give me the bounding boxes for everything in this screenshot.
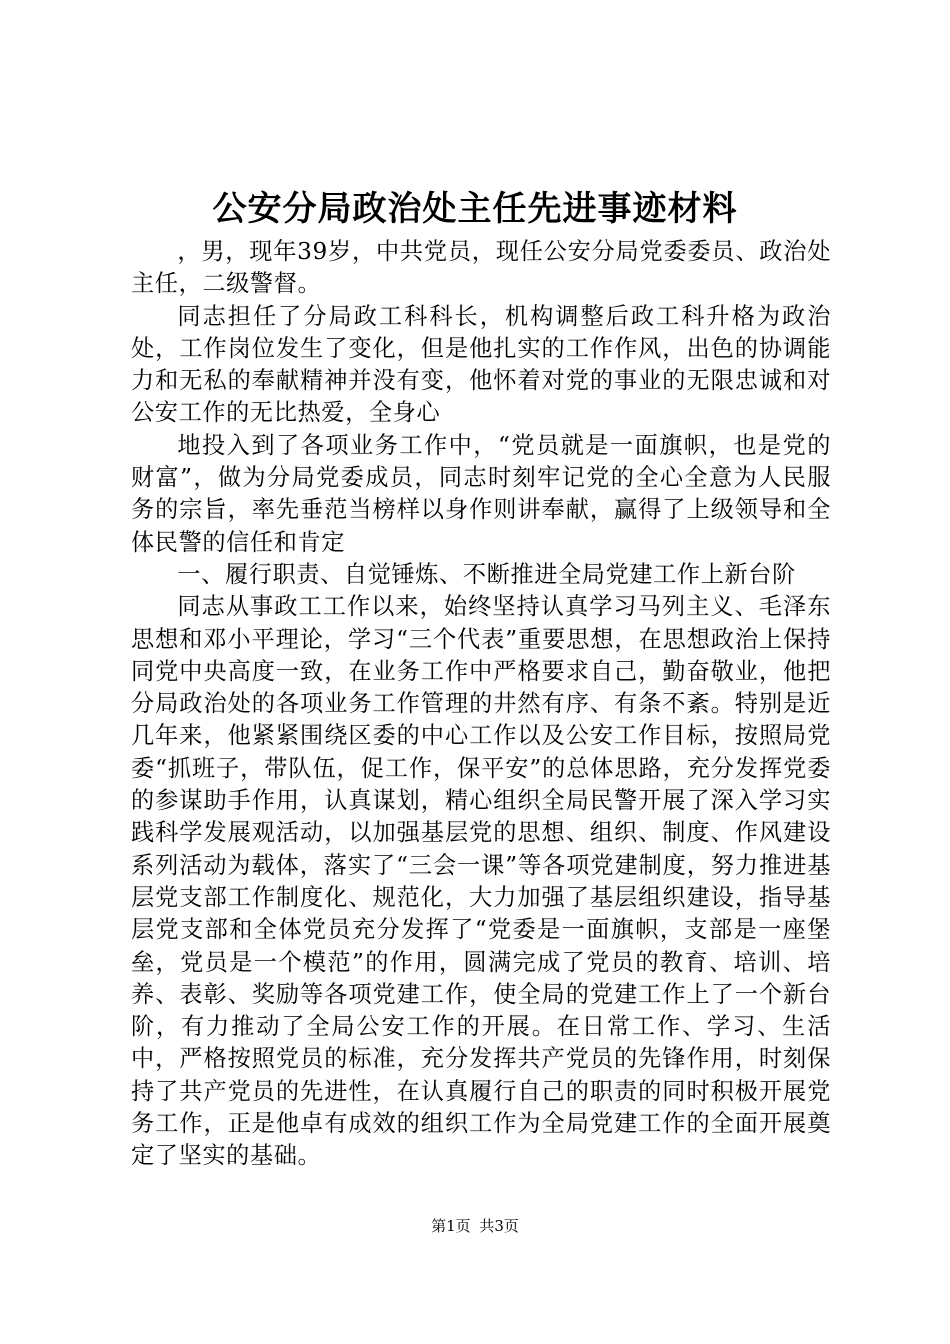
document-title: 公安分局政治处主任先进事迹材料 bbox=[212, 189, 738, 229]
paragraph-position: 同志担任了分局政工科科长，机构调整后政工科升格为政治处，工作岗位发生了变化，但是他扎实的工作作风，出色的协调能力和无私的奉献精神并没有变，他怀着对党的事业的无限忠诚和对公安工作的无比热爱，全身心 bbox=[131, 302, 831, 427]
page-footer bbox=[0, 1214, 950, 1238]
paragraph-dedication: 地投入到了各项业务工作中，“党员就是一面旗帜，也是党的财富”，做为分局党委成员，同志时刻牢记党的全心全意为人民服务的宗旨，率先垂范当榜样以身作则讲奉献，赢得了上级领导和全体民警的信任和肯定 bbox=[131, 431, 831, 556]
page-total: 共3页 bbox=[479, 1217, 519, 1235]
paragraph-party-work: 同志从事政工工作以来，始终坚持认真学习马列主义、毛泽东思想和邓小平理论，学习“三个代表”重要思想，在思想政治上保持同党中央高度一致，在业务工作中严格要求自己，勤奋敬业，他把分局政治处的各项业务工作管理的井然有序、有条不紊。特别是近几年来，他紧紧围绕区委的中心工作以及公安工作目标，按照局党委“抓班子，带队伍，促工作，保平安”的总体思路，充分发挥党委的参谋助手作用，认真谋划，精心组织全局民警开展了深入学习实践科学发展观活动，以加强基层党的思想、组织、制度、作风建设系列活动为载体，落实了“三会一课”等各项党建制度，努力推进基层党支部工作制度化、规范化，大力加强了基层组织建设，指导基层党支部和全体党员充分发挥了“党委是一面旗帜，支部是一座堡垒，党员是一个模范”的作用，圆满完成了党员的教育、培训、培养、表彰、奖励等各项党建工作，使全局的党建工作上了一个新台阶，有力推动了全局公安工作的开展。在日常工作、学习、生活中，严格按照党员的标准，充分发挥共产党员的先锋作用，时刻保持了共产党员的先进性，在认真履行自己的职责的同时积极开展党务工作，正是他卓有成效的组织工作为全局党建工作的全面开展奠定了坚实的基础。 bbox=[131, 593, 831, 1170]
page-number: 第1页 bbox=[431, 1217, 471, 1235]
paragraph-intro: ，男，现年39岁，中共党员，现任公安分局党委委员、政治处主任，二级警督。 bbox=[131, 238, 831, 298]
section-heading: 一、履行职责、自觉锤炼、不断推进全局党建工作上新台阶 bbox=[177, 560, 796, 588]
document-body bbox=[131, 236, 831, 1173]
